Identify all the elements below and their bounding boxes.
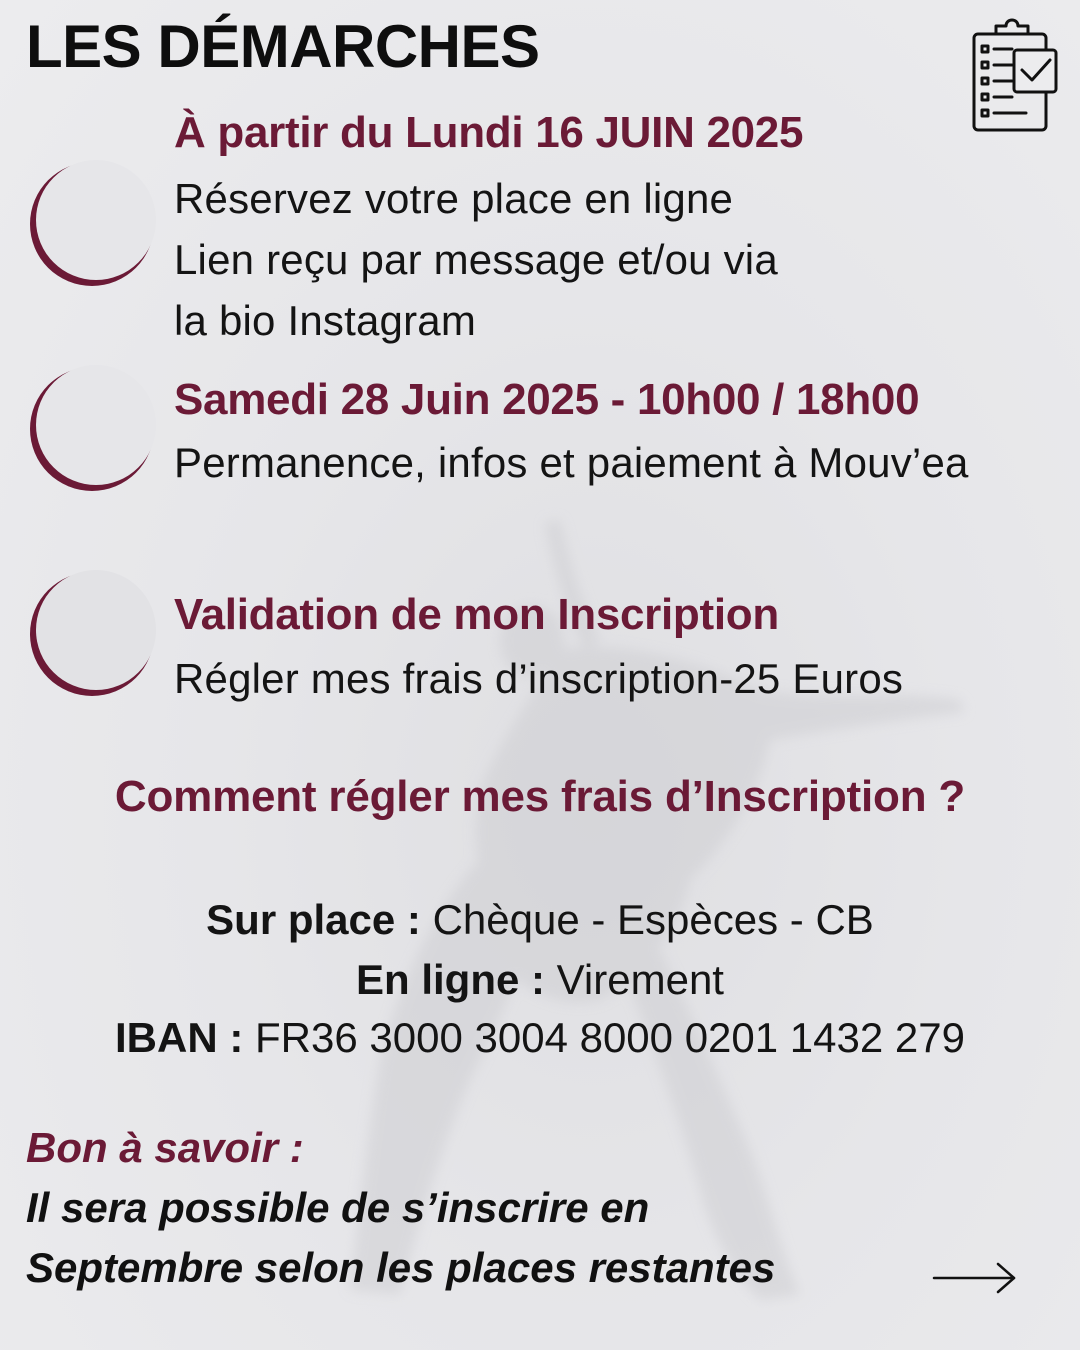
note-title: Bon à savoir : — [26, 1124, 304, 1171]
payment-iban-value: FR36 3000 3004 8000 0201 1432 279 — [255, 1014, 965, 1061]
step-2-heading: Samedi 28 Juin 2025 - 10h00 / 18h00 — [174, 375, 920, 424]
payment-iban-label: IBAN : — [115, 1014, 244, 1061]
step-1-line-3: la bio Instagram — [174, 297, 477, 344]
arrow-right-icon[interactable] — [930, 1258, 1020, 1298]
step-3-ring-icon — [22, 568, 162, 708]
payment-online-label: En ligne : — [356, 956, 545, 1003]
payment-online-value: Virement — [556, 956, 724, 1003]
note-line-2: Septembre selon les places restantes — [26, 1244, 776, 1291]
clipboard-checklist-icon — [966, 12, 1062, 134]
step-1-heading: À partir du Lundi 16 JUIN 2025 — [174, 108, 804, 157]
step-3-heading: Validation de mon Inscription — [174, 590, 779, 639]
step-1-line-2: Lien reçu par message et/ou via — [174, 236, 778, 283]
payment-on-site — [0, 896, 1080, 944]
payment-iban — [0, 1014, 1080, 1062]
step-2-ring-icon — [22, 363, 162, 503]
payment-on-site-label: Sur place : — [206, 896, 421, 943]
note-line-1: Il sera possible de s’inscrire en — [26, 1184, 650, 1231]
page-title: LES DÉMARCHES — [26, 13, 540, 80]
step-1-ring-icon — [22, 158, 162, 298]
step-3-line-1: Régler mes frais d’inscription-25 Euros — [174, 655, 904, 702]
payment-online — [0, 956, 1080, 1004]
step-1-line-1: Réservez votre place en ligne — [174, 175, 734, 222]
step-2-line-1: Permanence, infos et paiement à Mouv’ea — [174, 439, 969, 486]
payment-on-site-value: Chèque - Espèces - CB — [432, 896, 874, 943]
payment-question: Comment régler mes frais d’Inscription ? — [114, 772, 966, 821]
